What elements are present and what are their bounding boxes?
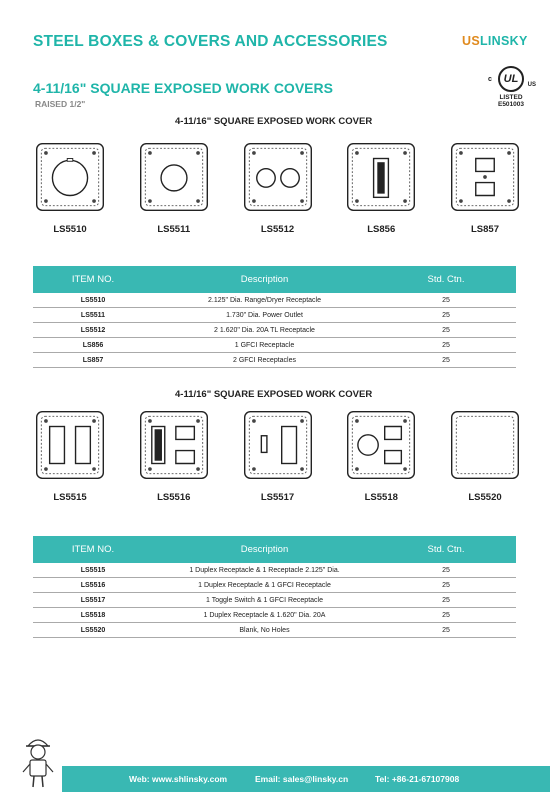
ul-text: UL [503,73,519,85]
ul-us-mark: US [527,82,536,88]
product-code: LS5512 [260,224,295,235]
cell-item: LS5512 [80,326,106,334]
table-row [33,623,516,638]
column-header-ctn: Std. Ctn. [427,544,465,555]
table-header [33,266,516,293]
cell-item: LS5520 [80,626,106,634]
cell-ctn: 25 [442,296,450,304]
product-card [134,408,214,503]
toggle-gfci-cover-icon [241,408,315,482]
footer-web[interactable]: Web: www.shlinsky.com [129,774,228,784]
gfci-duplex-cover-icon [137,408,211,482]
product-card [238,140,318,235]
footer-tel: Tel: +86-21-67107908 [375,774,460,784]
table-header [33,536,516,563]
worker-mascot-icon [18,730,58,790]
product-row-1 [30,140,525,235]
table-row [33,563,516,578]
page-title: STEEL BOXES & COVERS AND ACCESSORIES [33,33,388,50]
product-card [30,408,110,503]
footer-email[interactable]: Email: sales@linsky.cn [255,774,349,784]
cell-ctn: 25 [442,311,450,319]
group-title-1: 4-11/16" SQUARE EXPOSED WORK COVER [175,116,373,127]
table-row [33,353,516,368]
column-header-item: ITEM NO. [71,274,115,285]
product-table-1 [33,266,516,368]
cell-description: 2.125" Dia. Range/Dryer Receptacle [208,296,321,304]
cell-description: 2 GFCI Receptacles [232,356,297,364]
product-code: LS857 [471,224,499,235]
product-code: LS856 [367,224,396,235]
product-card [134,140,214,235]
product-code: LS5515 [53,492,87,503]
cell-item: LS856 [82,341,104,349]
section-subtitle: RAISED 1/2" [35,99,86,109]
cell-ctn: 25 [442,626,450,634]
section-title: 4-11/16" SQUARE EXPOSED WORK COVERS [33,80,333,96]
footer-bar [62,766,550,792]
cell-item: LS5515 [80,566,106,574]
ul-logo-icon [498,66,524,92]
cell-description: 1 Toggle Switch & 1 GFCI Receptacle [206,596,323,604]
cell-item: LS5510 [80,296,106,304]
product-card [445,140,525,235]
brand-logo-part2: LINSKY [479,34,528,48]
product-card [238,408,318,503]
cell-ctn: 25 [442,566,450,574]
cell-description: 1 Duplex Receptacle & 1.620" Dia. 20A [203,611,326,619]
brand-logo-part1: US [462,34,480,48]
ul-listed-label: LISTED [499,94,523,101]
cell-ctn: 25 [442,581,450,589]
product-code: LS5518 [364,492,398,503]
column-header-ctn: Std. Ctn. [427,274,465,285]
cell-ctn: 25 [442,596,450,604]
cell-description: 1.730" Dia. Power Outlet [226,311,303,319]
column-header-item: ITEM NO. [71,544,115,555]
product-code: LS5516 [157,492,191,503]
cell-item: LS5517 [80,596,106,604]
table-row [33,338,516,353]
cell-description: 2 1.620" Dia. 20A TL Receptacle [214,326,315,334]
group-title-2: 4-11/16" SQUARE EXPOSED WORK COVER [175,389,373,400]
ul-listed-mark [488,66,534,108]
cell-item: LS5516 [80,581,106,589]
cell-item: LS5511 [80,311,106,319]
ul-file-code: E501003 [497,101,525,108]
column-header-description: Description [240,544,289,555]
cell-description: 1 Duplex Receptacle & 1 Receptacle 2.125" Dia. [189,566,340,574]
table-row [33,593,516,608]
column-header-description: Description [240,274,289,285]
ul-c-mark: c [488,76,492,83]
product-card [30,140,110,235]
product-code: LS5517 [260,492,295,503]
double-gfci-cover-icon [33,408,107,482]
table-row [33,608,516,623]
cell-item: LS5518 [80,611,106,619]
cell-ctn: 25 [442,356,450,364]
product-code: LS5510 [53,224,87,235]
product-table-2 [33,536,516,638]
product-card [445,408,525,503]
cell-item: LS857 [82,356,104,364]
table-row [33,578,516,593]
brand-logo [462,34,528,48]
single-large-round-cover-icon [33,140,107,214]
table-row [33,308,516,323]
cell-ctn: 25 [442,341,450,349]
cell-ctn: 25 [442,326,450,334]
product-code: LS5520 [468,492,502,503]
duplex-round-cover-icon [344,408,418,482]
cell-description: Blank, No Holes [239,626,290,634]
twin-round-cover-icon [241,140,315,214]
table-row [33,323,516,338]
cell-ctn: 25 [442,611,450,619]
single-gfci-cover-icon [344,140,418,214]
product-code: LS5511 [157,224,191,235]
single-round-cover-icon [137,140,211,214]
product-card [341,408,421,503]
table-row [33,293,516,308]
product-card [341,140,421,235]
cell-description: 1 GFCI Receptacle [234,341,295,349]
duplex-receptacle-cover-icon [448,140,522,214]
cell-description: 1 Duplex Receptacle & 1 GFCI Receptacle [198,581,331,589]
blank-cover-icon [448,408,522,482]
product-row-2 [30,408,525,503]
